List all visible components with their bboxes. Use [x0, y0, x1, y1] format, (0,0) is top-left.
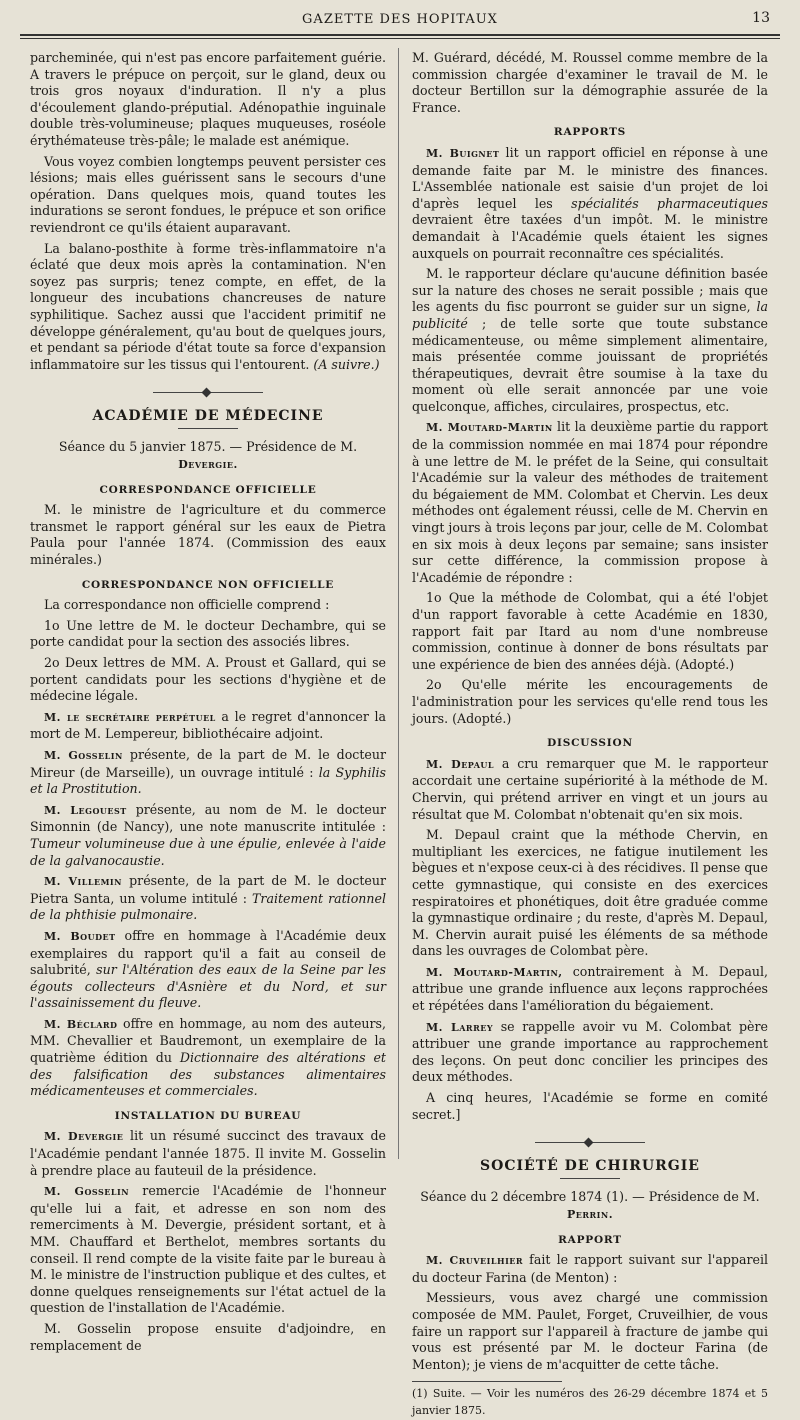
paragraph: 2o Deux lettres de MM. A. Proust et Gallard, qui se portent candidats pour les sections d'hygiène et de médecine légale. — [30, 655, 386, 704]
journal-title: GAZETTE DES HOPITAUX — [302, 12, 498, 27]
paragraph: Vous voyez combien longtemps peuvent persister ces lésions; mais elles guérissent sans le secours d'une opération. Dans quelques mois, quand toutes les indurations se seront fondues, le prépuce et son orifice reviendront ce qu'ils étaient auparavant. — [30, 153, 386, 235]
section-title-academie: ACADÉMIE DE MÉDECINE — [92, 407, 324, 424]
left-column — [30, 50, 387, 1353]
paragraph: M. Guérard, décédé, M. Roussel comme membre de la commission chargée d'examiner le travail de M. le docteur Bertillon sur la démographie assurée de la France. — [412, 50, 768, 115]
paragraph: M. Depaul craint que la méthode Chervin, en multipliant les exercices, ne fatigue inutilement les bègues et n'expose ceux-ci à des récidives. Il pense que cette gymnastique, qui consiste en des exercices respiratoires et phonétiques, doit être graduée comme la gymnastique ordinaire ; du reste, d'après M. Depaul, M. Chervin aurait puisé les éléments de sa méthode dans les ouvrages de Colombat père. — [412, 827, 769, 959]
to-be-continued: (A suivre.) — [313, 356, 380, 372]
paragraph: M. Gosselin remercie l'Académie de l'honneur qu'elle lui a fait, et adresse en son nom des remerciments à M. Devergie, président sortant, et à MM. Chauffard et Berthelot, membres sortants du conseil. Il rend compte de la visite faite par le bureau à M. le ministre de l'instruction publique et des cultes, et donne quelques renseignements sur l'état actuel de la question de l'installation de l'Académie. — [30, 1183, 386, 1316]
paragraph: M. Depaul a cru remarquer que M. le rapporteur accordait une certaine supériorité à la méthode de M. Chervin, qui prétend arriver en vingt et un jours au résultat que M. Colombat n'obtenait qu'en six mois. — [412, 755, 768, 822]
seance-line: Séance du 2 décembre 1874 (1). — Présidence de M. Perrin. — [420, 1189, 760, 1221]
paragraph: M. Villemin présente, de la part de M. le docteur Pietra Santa, un volume intitulé : Traitement rationnel de la phthisie pulmonaire. — [30, 873, 386, 923]
paragraph: M. Legouest présente, au nom de M. le docteur Simonnin (de Nancy), une note manuscrite intitulée : Tumeur volumineuse due à une épulie, enlevée à l'aide de la galvanocaustie. — [30, 801, 386, 868]
subheading-installation: INSTALLATION DU BUREAU — [114, 1109, 302, 1122]
subheading-correspondance-officielle: CORRESPONDANCE OFFICIELLE — [99, 483, 317, 496]
paragraph: M. Moutard-Martin, contrairement à M. Depaul, attribue une grande influence aux leçons rapprochées et répétées dans l'amélioration du bégaiement. — [412, 963, 768, 1014]
paragraph: 2o Qu'elle mérite les encouragements de l'administration pour les services qu'elle rend tous les jours. (Adopté.) — [412, 677, 768, 726]
paragraph: M. Buignet lit un rapport officiel en réponse à une demande faite par M. le ministre des finances. L'Assemblée nationale est saisie d'un projet de loi d'après lequel les spécialités pharmaceutiques devraient être taxées d'un impôt. M. le ministre demandait à l'Académie quels étaient les signes auxquels on pourrait reconnaître ces spécialités. — [412, 144, 768, 261]
paragraph: M. Devergie lit un résumé succinct des travaux de l'Académie pendant l'année 1875. Il invite M. Gosselin à prendre place au fauteuil de la présidence. — [30, 1128, 386, 1178]
footnote: (1) Suite. — Voir les numéros des 26-29 décembre 1874 et 5 janvier 1875. — [412, 1387, 768, 1417]
title-rule — [178, 428, 238, 429]
subheading-correspondance-non-officielle: CORRESPONDANCE NON OFFICIELLE — [81, 578, 335, 591]
paragraph: M. le ministre de l'agriculture et du commerce transmet le rapport général sur les eaux de Pietra Paula pour l'année 1874. (Commission des eaux minérales.) — [30, 502, 386, 568]
paragraph: M. Gosselin propose ensuite d'adjoindre, en remplacement de — [30, 1320, 386, 1353]
subheading-rapports: RAPPORTS — [553, 126, 627, 139]
paragraph: A cinq heures, l'Académie se forme en comité secret.] — [412, 1090, 768, 1122]
paragraph: M. le rapporteur déclare qu'aucune définition basée sur la nature des choses ne serait possible ; mais que les agents du fisc pourront se guider sur un signe, la publicité ; de telle sorte que toute substance médicamenteuse, ou même simplement alimentaire, mais présentée comme jouissant de propriétés thérapeutiques, devrait être soumise à la taxe du moment où elle serait annoncée par une voie quelconque, affiches, circulaires, prospectus, etc. — [412, 266, 768, 414]
paragraph: M. Gosselin présente, de la part de M. le docteur Mireur (de Marseille), un ouvrage intitulé : la Syphilis et la Prostitution. — [30, 746, 386, 797]
paragraph: Messieurs, vous avez chargé une commission composée de MM. Paulet, Forget, Cruveilhier, de vous faire un rapport sur l'appareil à fracture de jambe qui vous est présenté par M. le docteur Farina (de Menton); je viens de m'acquitter de cette tâche. — [412, 1290, 768, 1372]
header-rule — [20, 34, 780, 36]
title-rule — [560, 1178, 620, 1179]
header-rule-thin — [20, 38, 780, 39]
column-divider — [398, 48, 399, 1159]
paragraph: M. Larrey se rappelle avoir vu M. Colombat père attribuer une grande importance au rapprochement des leçons. On peut donc concilier les principes des deux méthodes. — [412, 1018, 768, 1085]
paragraph: M. le secrétaire perpétuel a le regret d'annoncer la mort de M. Lempereur, bibliothécaire adjoint. — [30, 708, 386, 742]
paragraph: M. Moutard-Martin lit la deuxième partie du rapport de la commission nommée en mai 1874 pour répondre à une lettre de M. le préfet de la Seine, qui consultait l'Académie sur la valeur des méthodes de traitement du bégaiement de MM. Colombat et Chervin. Les deux méthodes ont également réussi, celle de M. Chervin en vingt jours à trois leçons par jour, celle de M. Colombat en six mois à deux leçons par semaine; sans insister sur cette différence, la commission propose à l'Académie de répondre : — [412, 419, 768, 585]
section-separator — [412, 1131, 768, 1148]
section-title-chirurgie: SOCIÉTÉ DE CHIRURGIE — [480, 1157, 700, 1174]
paragraph: 1o Une lettre de M. le docteur Dechambre, qui se porte candidat pour la section des associés libres. — [30, 617, 386, 650]
subheading-rapport: RAPPORT — [558, 1233, 622, 1246]
running-head — [0, 8, 800, 32]
paragraph: M. Béclard offre en hommage, au nom des auteurs, MM. Chevallier et Baudremont, un exemplaire de la quatrième édition du Dictionnaire des altérations et des falsification des substances alimentaires médicamenteuses et commerciales. — [30, 1015, 387, 1099]
footnote-rule — [412, 1381, 562, 1382]
paragraph: M. Cruveilhier fait le rapport suivant sur l'appareil du docteur Farina (de Menton) : — [412, 1252, 768, 1285]
page-number: 13 — [752, 10, 770, 26]
paragraph: La balano-posthite à forme très-inflammatoire n'a éclaté que deux mois après la contamination. N'en soyez pas surpris; tenez compte, en effet, de la longueur des incubations chancreuses de nature syphilitique. Sachez aussi que l'accident primitif ne développe généralement, qu'au bout de quelques jours, et pendant sa période d'état toute sa force d'expansion inflammatoire sur les tissus qui l'entourent. (A suivre.) — [30, 240, 386, 372]
subheading-discussion: DISCUSSION — [547, 737, 633, 750]
paragraph: 1o Que la méthode de Colombat, qui a été l'objet d'un rapport favorable à cette Académie en 1830, rapport fait par Itard au nom d'une nombreuse commission, continue à donner de bons résultats par une expérience de bien des années déjà. (Adopté.) — [412, 590, 768, 672]
seance-line: Séance du 5 janvier 1875. — Présidence de M. Devergie. — [58, 439, 358, 472]
paragraph: parcheminée, qui n'est pas encore parfaitement guérie. A travers le prépuce on perçoit, sur le gland, deux ou trois gros noyaux d'induration. Il n'y a plus d'écoulement glando-préputial. Adénopathie inguinale double très-volumineuse; plaques muqueuses, roséole érythémateuse très-pâle; le malade est anémique. — [30, 50, 386, 148]
right-column — [412, 50, 769, 1417]
paragraph: La correspondance non officielle comprend : — [44, 597, 330, 613]
paragraph: M. Boudet offre en hommage à l'Académie deux exemplaires du rapport qu'il a fait au conseil de salubrité, sur l'Altération des eaux de la Seine par les égouts collecteurs d'Asnière et du Nord, et sur l'assainissement du fleuve. — [30, 927, 386, 1011]
section-separator — [30, 381, 386, 398]
